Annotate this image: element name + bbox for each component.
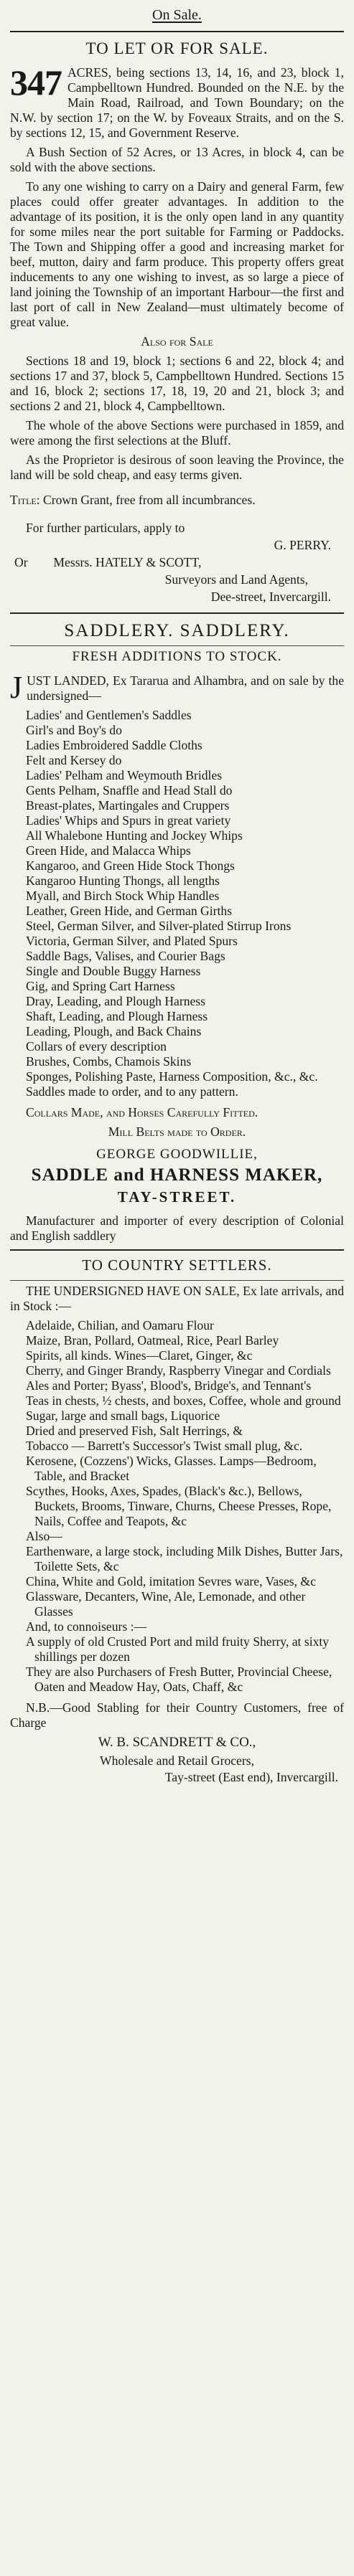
- to-let-advertisement: [10, 39, 344, 605]
- list-item: Scythes, Hooks, Axes, Spades, (Black's &c.), Bellows, Buckets, Brooms, Tinware, Churns, Cheese Presses, Rope, Nails, Coffee and Teapots, &c: [26, 1484, 332, 1528]
- scandrett-firm-block: [10, 1735, 344, 1785]
- firm-name: W. B. SCANDRETT & CO.,: [98, 1735, 256, 1750]
- list-item: Myall, and Birch Stock Whip Handles: [26, 889, 220, 903]
- title-text: Crown Grant, free from all incumbrances.: [43, 493, 256, 507]
- list-item: Steel, German Silver, and Silver-plated Stirrup Irons: [26, 919, 292, 933]
- saddlery-intro-text: UST LANDED, Ex Tararua and Alhambra, and on sale by the undersigned—: [27, 673, 344, 703]
- list-item: Spirits, all kinds. Wines—Claret, Ginger, &c: [26, 1348, 253, 1363]
- divider: [10, 645, 344, 646]
- list-item: China, White and Gold, imitation Sevres ware, Vases, &c: [26, 1574, 316, 1588]
- divider: [10, 31, 344, 32]
- list-item: Saddles made to order, and to any pattern.: [26, 1084, 238, 1099]
- list-item: Glassware, Decanters, Wine, Ale, Lemonade, and other Glasses: [26, 1589, 306, 1619]
- list-item: Gents Pelham, Snaffle and Head Stall do: [26, 783, 233, 797]
- list-item: They are also Purchasers of Fresh Butter, Provincial Cheese, Oaten and Meadow Hay, Oats, Chaff, &c: [26, 1665, 332, 1694]
- agent-hately-scott-line: [10, 554, 344, 571]
- list-item: Leather, Green Hide, and German Girths: [26, 904, 233, 918]
- list-item: Dray, Leading, and Plough Harness: [26, 994, 205, 1008]
- list-item: Sugar, large and small bags, Liquorice: [26, 1408, 220, 1423]
- intro-drop-cap: J: [10, 673, 23, 704]
- list-item: Adelaide, Chilian, and Oamaru Flour: [26, 1318, 214, 1332]
- firm-trade: SADDLE and HARNESS MAKER,: [31, 1165, 323, 1185]
- list-item: Brushes, Combs, Chamois Skins: [26, 1054, 192, 1069]
- land-description: [10, 65, 344, 141]
- list-item: Also—: [26, 1529, 62, 1543]
- on-sale-heading: On Sale.: [152, 7, 202, 23]
- land-description-text: ACRES, being sections 13, 14, 16, and 23, block 1, Campbelltown Hundred. Bounded on the N.E. by the Main Road, Railroad, and Town Boundary; on the N.W. by section 17; on the W. by Foveaux Straits, and on the S. by sections 12, 15, and Government Reserve.: [10, 65, 344, 140]
- agent-perry: G. PERRY.: [274, 538, 331, 552]
- list-item: Maize, Bran, Pollard, Oatmeal, Rice, Pearl Barley: [26, 1333, 279, 1348]
- list-item: Breast-plates, Martingales and Cruppers: [26, 798, 230, 813]
- list-item: Cherry, and Ginger Brandy, Raspberry Vinegar and Cordials: [26, 1363, 331, 1378]
- list-item: Gig, and Spring Cart Harness: [26, 979, 175, 993]
- saddlery-intro: [10, 673, 344, 704]
- contact-block: [10, 519, 344, 605]
- saddlery-advertisement: [10, 621, 344, 1244]
- list-item: Collars of every description: [26, 1039, 167, 1053]
- list-item: Green Hide, and Malacca Whips: [26, 843, 191, 858]
- list-item: Girl's and Boy's do: [26, 723, 122, 737]
- settlers-items-list: [10, 1318, 344, 1695]
- manufacturer-note: Manufacturer and importer of every description of Colonial and English saddlery: [10, 1213, 344, 1243]
- list-item: Single and Double Buggy Harness: [26, 964, 201, 978]
- saddlery-items-list: [10, 708, 344, 1099]
- list-item: Kerosene, (Cozzens') Wicks, Glasses. Lamps—Bedroom, Table, and Bracket: [26, 1454, 317, 1483]
- agent-address: Dee-street, Invercargill.: [210, 589, 331, 604]
- list-item: Leading, Plough, and Back Chains: [26, 1024, 202, 1038]
- firm-street: TAY-STREET.: [117, 1188, 237, 1206]
- list-item: Dried and preserved Fish, Salt Herrings, &: [26, 1424, 243, 1438]
- or-label: Or: [14, 555, 28, 569]
- list-item: Kangaroo Hunting Thongs, all lengths: [26, 873, 220, 888]
- further-particulars: For further particulars, apply to: [26, 521, 185, 535]
- list-item: Ladies' and Gentlemen's Saddles: [26, 708, 192, 722]
- list-item: Tobacco — Barrett's Successor's Twist small plug, &c.: [26, 1439, 303, 1453]
- list-item: Ales and Porter; Byass', Blood's, Bridge's, and Tennant's: [26, 1378, 312, 1393]
- divider: [10, 612, 344, 614]
- settlers-heading: TO COUNTRY SETTLERS.: [82, 1256, 272, 1274]
- list-item: Ladies Embroidered Saddle Cloths: [26, 738, 202, 752]
- agent-role: Surveyors and Land Agents,: [164, 572, 308, 587]
- to-let-heading: TO LET OR FOR SALE.: [85, 39, 269, 57]
- firm-address: Tay-street (East end), Invercargill.: [164, 1770, 338, 1784]
- list-item: All Whalebone Hunting and Jockey Whips: [26, 828, 243, 843]
- list-item: And, to connoiseurs :—: [26, 1619, 147, 1634]
- list-item: Shaft, Leading, and Plough Harness: [26, 1009, 208, 1023]
- list-item: Sponges, Polishing Paste, Harness Composition, &c., &c.: [26, 1069, 318, 1084]
- list-item: Saddle Bags, Valises, and Courier Bags: [26, 949, 225, 963]
- country-settlers-advertisement: [10, 1256, 344, 1785]
- bush-section-paragraph: A Bush Section of 52 Acres, or 13 Acres, in block 4, can be sold with the above sections.: [10, 145, 344, 174]
- purchase-history-paragraph: The whole of the above Sections were purchased in 1859, and were among the first selections at the Bluff.: [10, 418, 344, 448]
- list-item: A supply of old Crusted Port and mild fruity Sherry, at sixty shillings per dozen: [26, 1634, 330, 1664]
- also-for-sale-heading: Also for Sale: [141, 334, 213, 349]
- goodwillie-firm-block: [10, 1147, 344, 1206]
- mill-belts-notice: Mill Belts made to Order.: [108, 1124, 246, 1139]
- list-item: Felt and Kersey do: [26, 753, 122, 767]
- divider: [10, 1249, 344, 1251]
- agent-hately-scott: Messrs. HATELY & SCOTT,: [53, 555, 202, 569]
- settlers-intro: THE UNDERSIGNED HAVE ON SALE, Ex late arrivals, and in Stock :—: [10, 1284, 344, 1313]
- list-item: Kangaroo, and Green Hide Stock Thongs: [26, 858, 235, 873]
- list-item: Ladies' Pelham and Weymouth Bridles: [26, 768, 223, 782]
- saddlery-heading: SADDLERY. SADDLERY.: [64, 621, 290, 640]
- list-item: Victoria, German Silver, and Plated Spurs: [26, 934, 238, 948]
- list-item: Earthenware, a large stock, including Milk Dishes, Butter Jars, Toilette Sets, &c: [26, 1544, 343, 1573]
- collars-notice: Collars Made, and Horses Carefully Fitted.: [26, 1105, 258, 1119]
- title-line: [10, 493, 344, 508]
- dairy-farm-paragraph: To any one wishing to carry on a Dairy and general Farm, few places could offer greater advantages. In addition to the advantage of its position, it is the only open land in any quantity for some miles near the port suitable for Farming or Paddocks. The Town and Shipping offer a good and increasing market for beef, mutton, dairy and farm produce. This property offers great inducements to any one wishing to invest, as so large a piece of land joining the Township of an important Harbour—the first and last port of call in New Zealand—must ultimately become of great value.: [10, 179, 344, 329]
- title-label: Title:: [10, 493, 40, 507]
- firm-name: GEORGE GOODWILLIE,: [96, 1147, 258, 1162]
- proprietor-leaving-paragraph: As the Proprietor is desirous of soon leaving the Province, the land will be sold cheap, and easy terms given.: [10, 453, 344, 482]
- other-sections-paragraph: Sections 18 and 19, block 1; sections 6 and 22, block 4; and sections 17 and 37, block 5, Campbelltown Hundred. Sections 15 and 16, block 2; sections 17, 18, 19, 20 and 21, block 3; and sections 2 and 21, block 4, Campbelltown.: [10, 354, 344, 413]
- firm-trade: Wholesale and Retail Grocers,: [100, 1753, 254, 1768]
- acreage-number: 347: [10, 65, 62, 103]
- fresh-additions-heading: FRESH ADDITIONS TO STOCK.: [72, 649, 282, 664]
- list-item: Ladies' Whips and Spurs in great variety: [26, 813, 231, 828]
- divider: [10, 1280, 344, 1281]
- list-item: Teas in chests, ½ chests, and boxes, Coffee, whole and ground: [26, 1393, 341, 1408]
- stabling-note: N.B.—Good Stabling for their Country Customers, free of Charge: [10, 1700, 344, 1730]
